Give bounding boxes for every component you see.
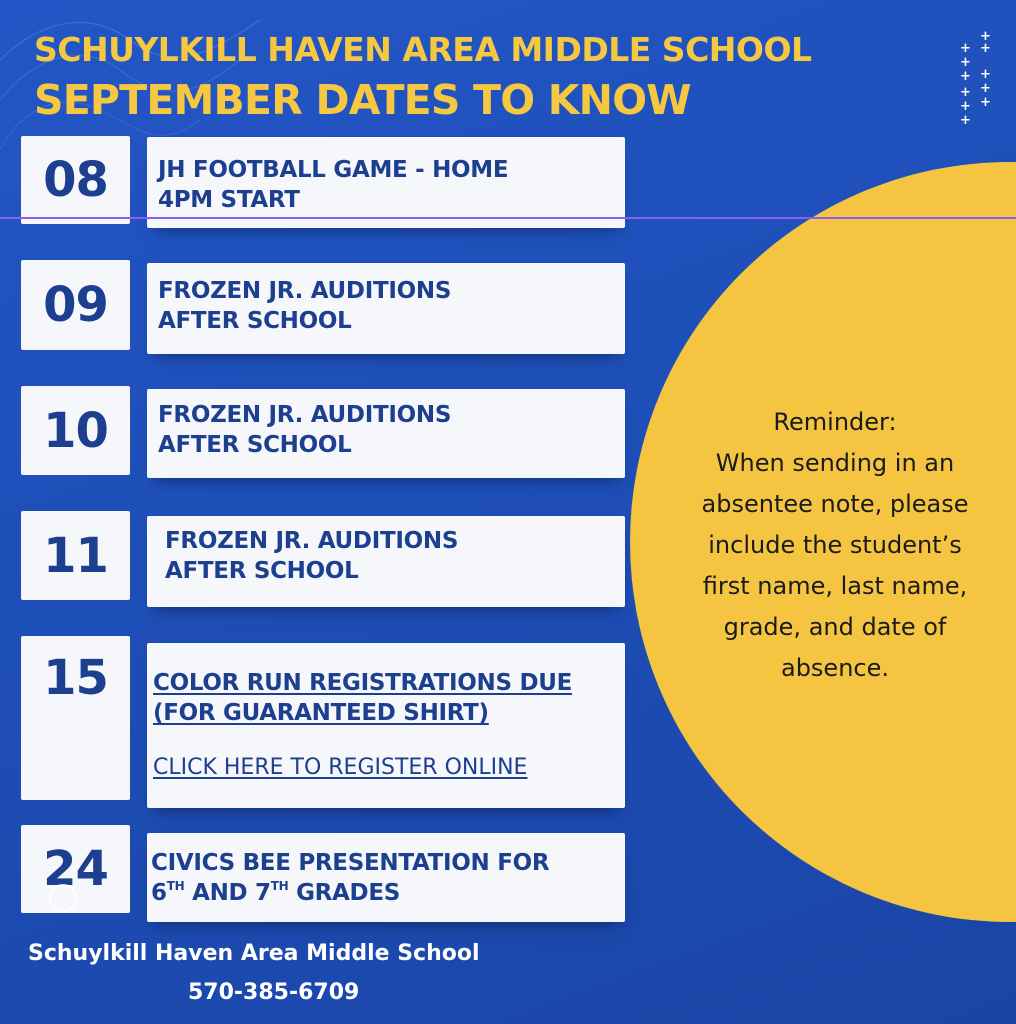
color-run-link[interactable]: COLOR RUN REGISTRATIONS DUE [153,670,573,696]
footer-school-name: Schuylkill Haven Area Middle School [28,941,480,966]
grade-text: AND 7 [184,880,271,906]
register-online-link[interactable]: CLICK HERE TO REGISTER ONLINE [153,755,528,780]
event-line: AFTER SCHOOL [165,558,359,584]
date-box-15: 15 [21,636,130,800]
event-card-09 [147,263,625,354]
ordinal-suffix: TH [166,879,185,893]
date-box-09: 09 [21,260,130,350]
event-card-10 [147,389,625,478]
page-subtitle: SEPTEMBER DATES TO KNOW [34,76,691,124]
date-box-11: 11 [21,511,130,600]
date-box-10: 10 [21,386,130,475]
date-box-24: 24 [21,825,130,913]
ordinal-suffix: TH [270,879,289,893]
school-title: SCHUYLKILL HAVEN AREA MIDDLE SCHOOL [34,30,812,69]
circle-icon [49,884,77,912]
event-line: FROZEN JR. AUDITIONS [165,528,459,554]
color-run-link-line2[interactable]: (FOR GUARANTEED SHIRT) [153,700,489,726]
event-line: AFTER SCHOOL [158,432,352,458]
event-line: FROZEN JR. AUDITIONS [158,402,452,428]
reminder-text [660,402,1010,689]
event-card-08 [147,137,625,228]
event-card-15 [147,643,625,808]
footer-phone: 570-385-6709 [188,980,360,1005]
event-line: 4PM START [158,187,300,213]
sparkle-icon: + + + + + + + + + + + [960,29,991,128]
grade-number: 6 [151,880,167,906]
date-box-08: 08 [21,136,130,224]
event-line-grades [151,878,400,908]
reminder-line: grade, and date of [723,613,947,641]
reminder-line: absentee note, please [701,490,969,518]
reminder-heading: Reminder: [773,408,897,436]
reminder-line: When sending in an [715,449,955,477]
event-line: JH FOOTBALL GAME - HOME [158,157,509,183]
event-line: CIVICS BEE PRESENTATION FOR [151,850,550,876]
reminder-line: first name, last name, [702,572,968,600]
event-card-11 [147,516,625,607]
grade-text: GRADES [288,880,401,906]
reminder-line: include the student’s [708,531,962,559]
event-line: FROZEN JR. AUDITIONS [158,278,452,304]
reminder-line: absence. [780,654,889,682]
event-card-24 [147,833,625,922]
event-line: AFTER SCHOOL [158,308,352,334]
guide-line [0,217,1016,219]
